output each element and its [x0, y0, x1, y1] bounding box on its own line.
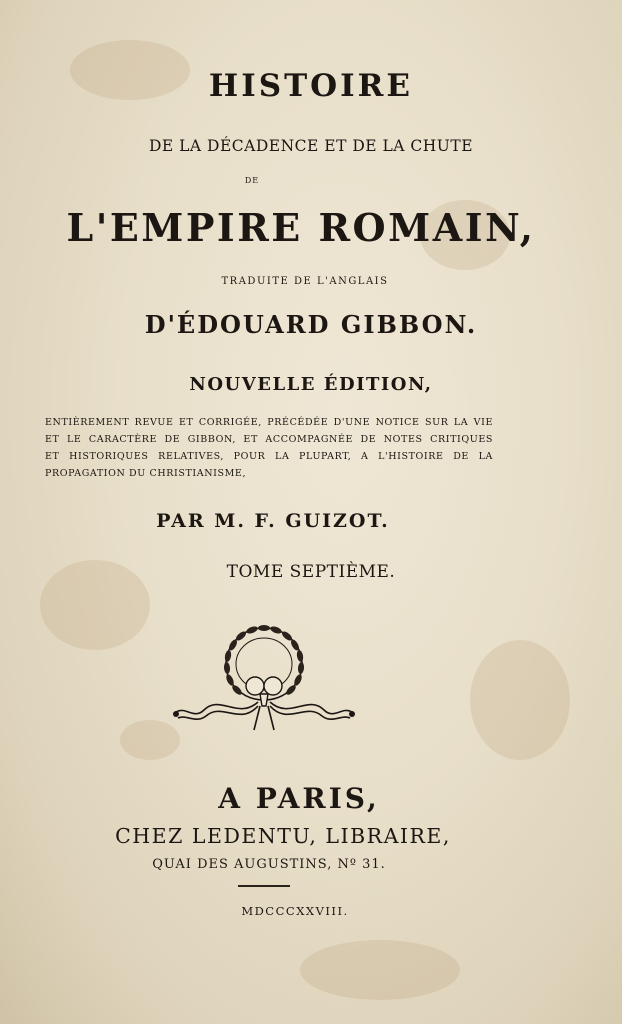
preposition: DE [244, 176, 260, 185]
laurel-wreath-with-ribbon-icon [168, 622, 358, 737]
volume-line: TOME SEPTIÈME. [226, 562, 396, 582]
description-line: PROPAGATION DU CHRISTIANISME, [45, 468, 247, 479]
year-line: MDCCCXXVIII. [241, 904, 349, 918]
editor-line: PAR M. F. GUIZOT. [156, 510, 390, 532]
title-line-2: L'EMPIRE ROMAIN, [66, 205, 536, 250]
author-name: D'ÉDOUARD GIBBON. [144, 310, 478, 339]
address-line: QUAI DES AUGUSTINS, Nº 31. [152, 857, 386, 872]
description-line: ET LE CARACTÈRE DE GIBBON, ET ACCOMPAGNÉE DE NOTES CRITIQUES [45, 434, 493, 445]
subtitle-line: DE LA DÉCADENCE ET DE LA CHUTE [148, 137, 474, 155]
place-line: A PARIS, [218, 782, 380, 815]
divider-rule [238, 885, 290, 887]
description-line: ET HISTORIQUES RELATIVES, POUR LA PLUPART, A L'HISTOIRE DE LA [45, 451, 493, 462]
translation-line: TRADUITE DE L'ANGLAIS [221, 276, 389, 287]
title-line-1: HISTOIRE [208, 68, 414, 104]
edition-line: NOUVELLE ÉDITION, [189, 374, 433, 395]
description-paragraph [45, 414, 493, 482]
publisher-line: CHEZ LEDENTU, LIBRAIRE, [115, 824, 451, 848]
description-line: ENTIÈREMENT REVUE ET CORRIGÉE, PRÉCÉDÉE D'UNE NOTICE SUR LA VIE [45, 417, 493, 428]
